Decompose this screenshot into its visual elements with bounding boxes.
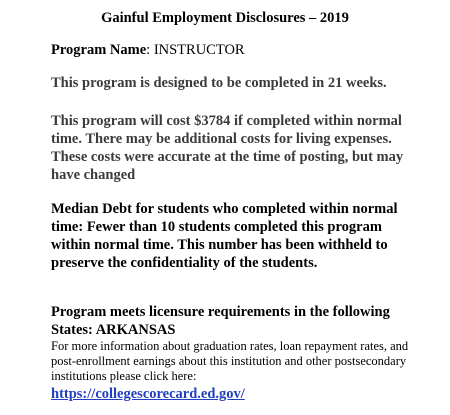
median-debt-statement: Median Debt for students who completed within normal time: Fewer than 10 students completed this program within normal time. This number has been withheld to preserve the confidentiality of the students.	[51, 201, 398, 271]
program-name-separator: :	[146, 42, 154, 58]
page-title: Gainful Employment Disclosures – 2019	[101, 10, 349, 26]
college-scorecard-link[interactable]: https://collegescorecard.ed.gov/	[51, 386, 245, 402]
completion-statement: This program is designed to be completed in 21 weeks.	[51, 75, 387, 91]
licensure-statement	[51, 303, 421, 339]
more-info-text: For more information about graduation rates, loan repayment rates, and post-enrollment earnings about this institution and other postsecondary institutions please click here:	[51, 339, 409, 383]
cost-statement: This program will cost $3784 if completed within normal time. There may be additional costs for living expenses. These costs were accurate at the time of posting, but may have changed	[51, 113, 404, 183]
program-name-label: Program Name	[51, 42, 147, 58]
licensure-line-2: States: ARKANSAS	[51, 322, 176, 338]
licensure-line-1: Program meets licensure requirements in the following	[51, 304, 390, 320]
program-name-line	[51, 41, 421, 59]
program-name-value: INSTRUCTOR	[153, 42, 245, 58]
